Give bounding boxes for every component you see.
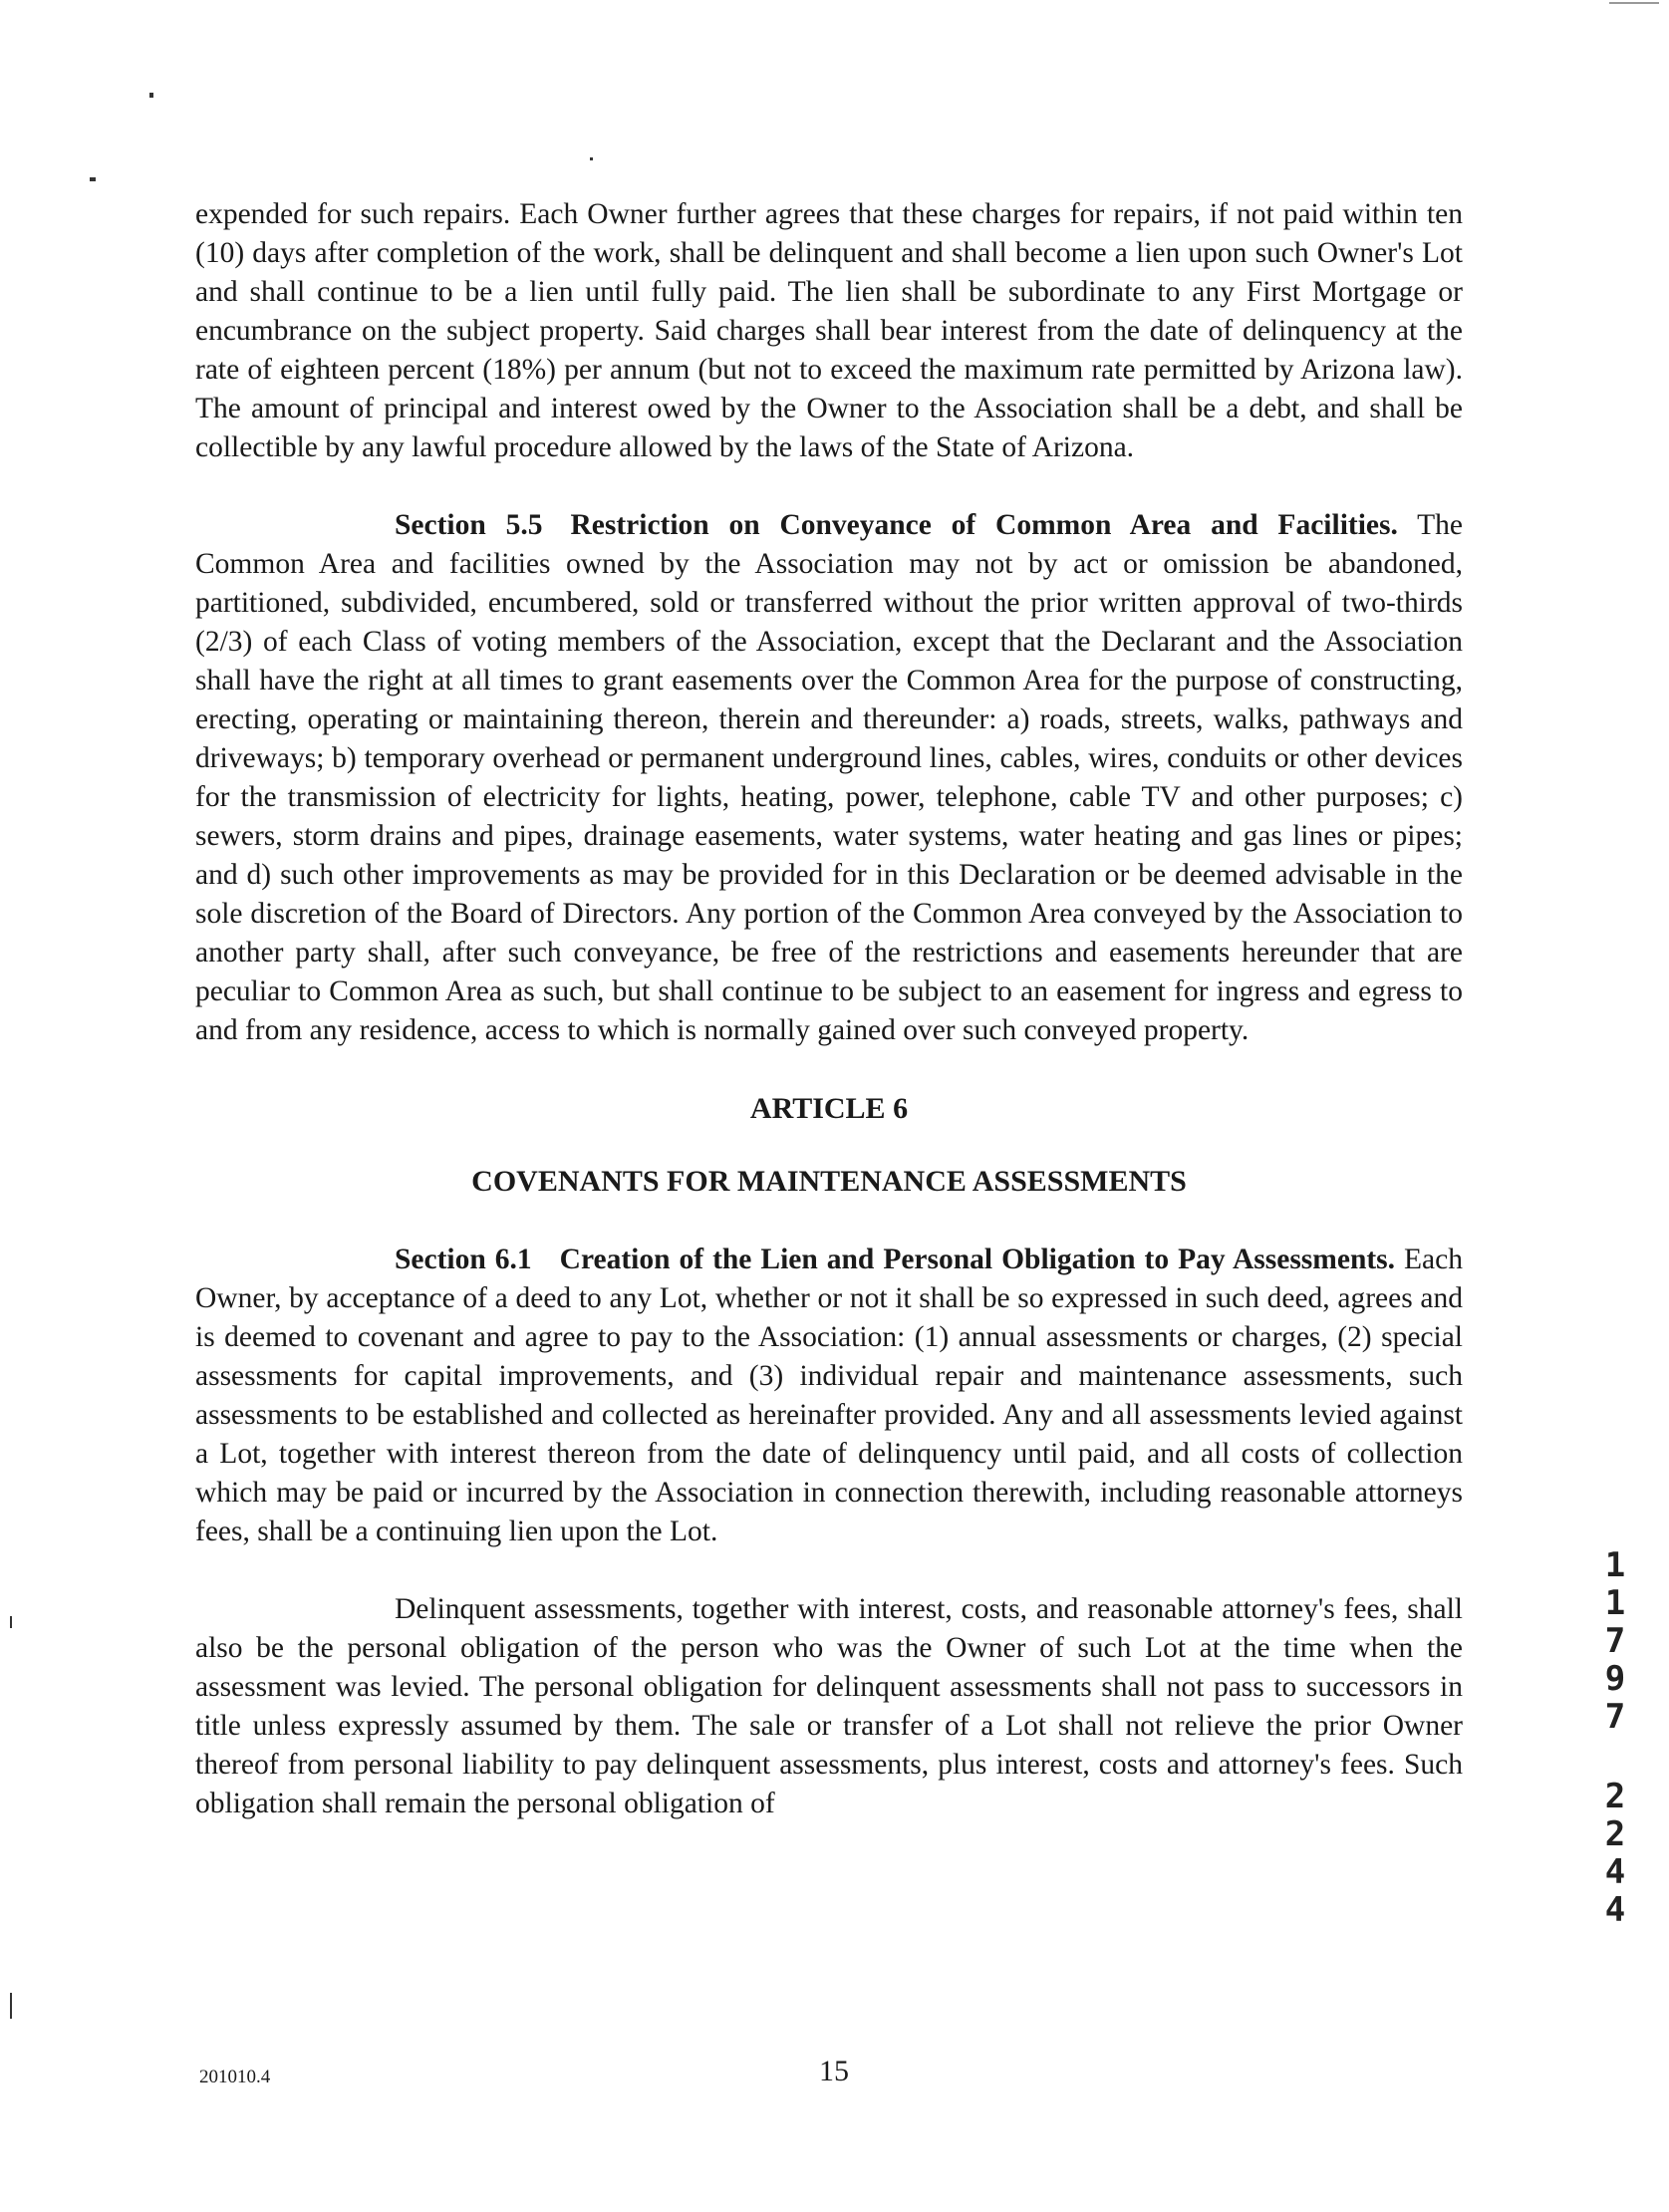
scan-speck — [10, 1616, 12, 1628]
stamp-gap — [1600, 1736, 1630, 1778]
page-number: 15 — [819, 2055, 849, 2087]
delinquent-paragraph: Delinquent assessments, together with interest, costs, and reasonable attorney's fees, shall also be the personal obligation of the person who was the Owner of such Lot at the time when the assessment was levied. The personal obligation for delinquent assessments shall not pass to successors in title unless expressly assumed by them. The sale or transfer of a Lot shall not relieve the prior Owner thereof from personal liability to pay delinquent assessments, plus interest, costs and attorney's fees. Such obligation shall remain the personal obligation of — [195, 1593, 1463, 1819]
stamp-digit: 4 — [1604, 1852, 1626, 1892]
stamp-digit: 7 — [1604, 1621, 1626, 1661]
section-5-5-paragraph — [195, 506, 1463, 1050]
section-6-1-paragraph — [195, 1241, 1463, 1551]
section-5-5-number: Section 5.5 — [395, 509, 543, 541]
stamp-digit: 2 — [1604, 1814, 1626, 1854]
stamp-digit: 4 — [1604, 1890, 1626, 1930]
article-title: COVENANTS FOR MAINTENANCE ASSESSMENTS — [471, 1165, 1187, 1198]
section-6-1-number: Section 6.1 — [395, 1244, 532, 1275]
scan-speck — [590, 157, 593, 160]
stamp-digit: 2 — [1604, 1777, 1626, 1816]
stamp-digit: 9 — [1604, 1659, 1626, 1699]
stamp-digit: 1 — [1604, 1583, 1626, 1623]
stamp-digit: 7 — [1604, 1697, 1626, 1737]
stamp-digit: 1 — [1604, 1545, 1626, 1585]
scan-speck — [10, 1993, 12, 2019]
section-6-1-text: Each Owner, by acceptance of a deed to any Lot, whether or not it shall be so expressed in such deed, agrees and is deemed to covenant and agree to pay to the Association: (1) annual assessments or charges, (2) special assessments for capital improvements, and (3) individual repair and maintenance assessments, such assessments to be established and collected as hereinafter provided. Any and all assessments levied against a Lot, together with interest thereon from the date of delinquency until paid, and all costs of collection which may be paid or incurred by the Association in connection therewith, including reasonable attorneys fees, shall be a continuing lien upon the Lot. — [195, 1244, 1463, 1547]
continuation-paragraph: expended for such repairs. Each Owner further agrees that these charges for repairs, if not paid within ten (10) days after completion of the work, shall be delinquent and shall become a lien upon such Owner's Lot and shall continue to be a lien until fully paid. The lien shall be subordinate to any First Mortgage or encumbrance on the subject property. Said charges shall bear interest from the date of delinquency at the rate of eighteen percent (18%) per annum (but not to exceed the maximum rate permitted by Arizona law). The amount of principal and interest owed by the Owner to the Association shall be a debt, and shall be collectible by any lawful procedure allowed by the laws of the State of Arizona. — [195, 198, 1463, 463]
scan-speck — [90, 177, 96, 181]
section-5-5-title: Restriction on Conveyance of Common Area and Facilities. — [570, 509, 1398, 541]
scan-speck — [1609, 2, 1659, 4]
document-body — [195, 195, 1463, 1862]
section-5-5-text: The Common Area and facilities owned by the Association may not by act or omission be abandoned, partitioned, subdivided, encumbered, sold or transferred without the prior written approval of two-thirds (2/3) of each Class of voting members of the Association, except that the Declarant and the Association shall have the right at all times to grant easements over the Common Area for the purpose of constructing, erecting, operating or maintaining thereon, therein and thereunder: a) roads, streets, walks, pathways and driveways; b) temporary overhead or permanent underground lines, cables, wires, conduits or other devices for the transmission of electricity for lights, heating, power, telephone, cable TV and other purposes; c) sewers, storm drains and pipes, drainage easements, water systems, water heating and gas lines or pipes; and d) such other improvements as may be provided for in this Declaration or be deemed advisable in the sole discretion of the Board of Directors. Any portion of the Common Area conveyed by the Association to another party shall, after such conveyance, be free of the restrictions and easements hereunder that are peculiar to Common Area as such, but shall continue to be subject to an easement for ingress and egress to and from any residence, access to which is normally gained over such conveyed property. — [195, 509, 1464, 1046]
scan-speck — [149, 93, 153, 98]
section-6-1-title: Creation of the Lien and Personal Obligation to Pay Assessments. — [559, 1244, 1396, 1275]
document-code: 201010.4 — [199, 2067, 271, 2087]
recording-number-stamp — [1600, 1546, 1630, 1929]
article-label: ARTICLE 6 — [749, 1092, 909, 1125]
